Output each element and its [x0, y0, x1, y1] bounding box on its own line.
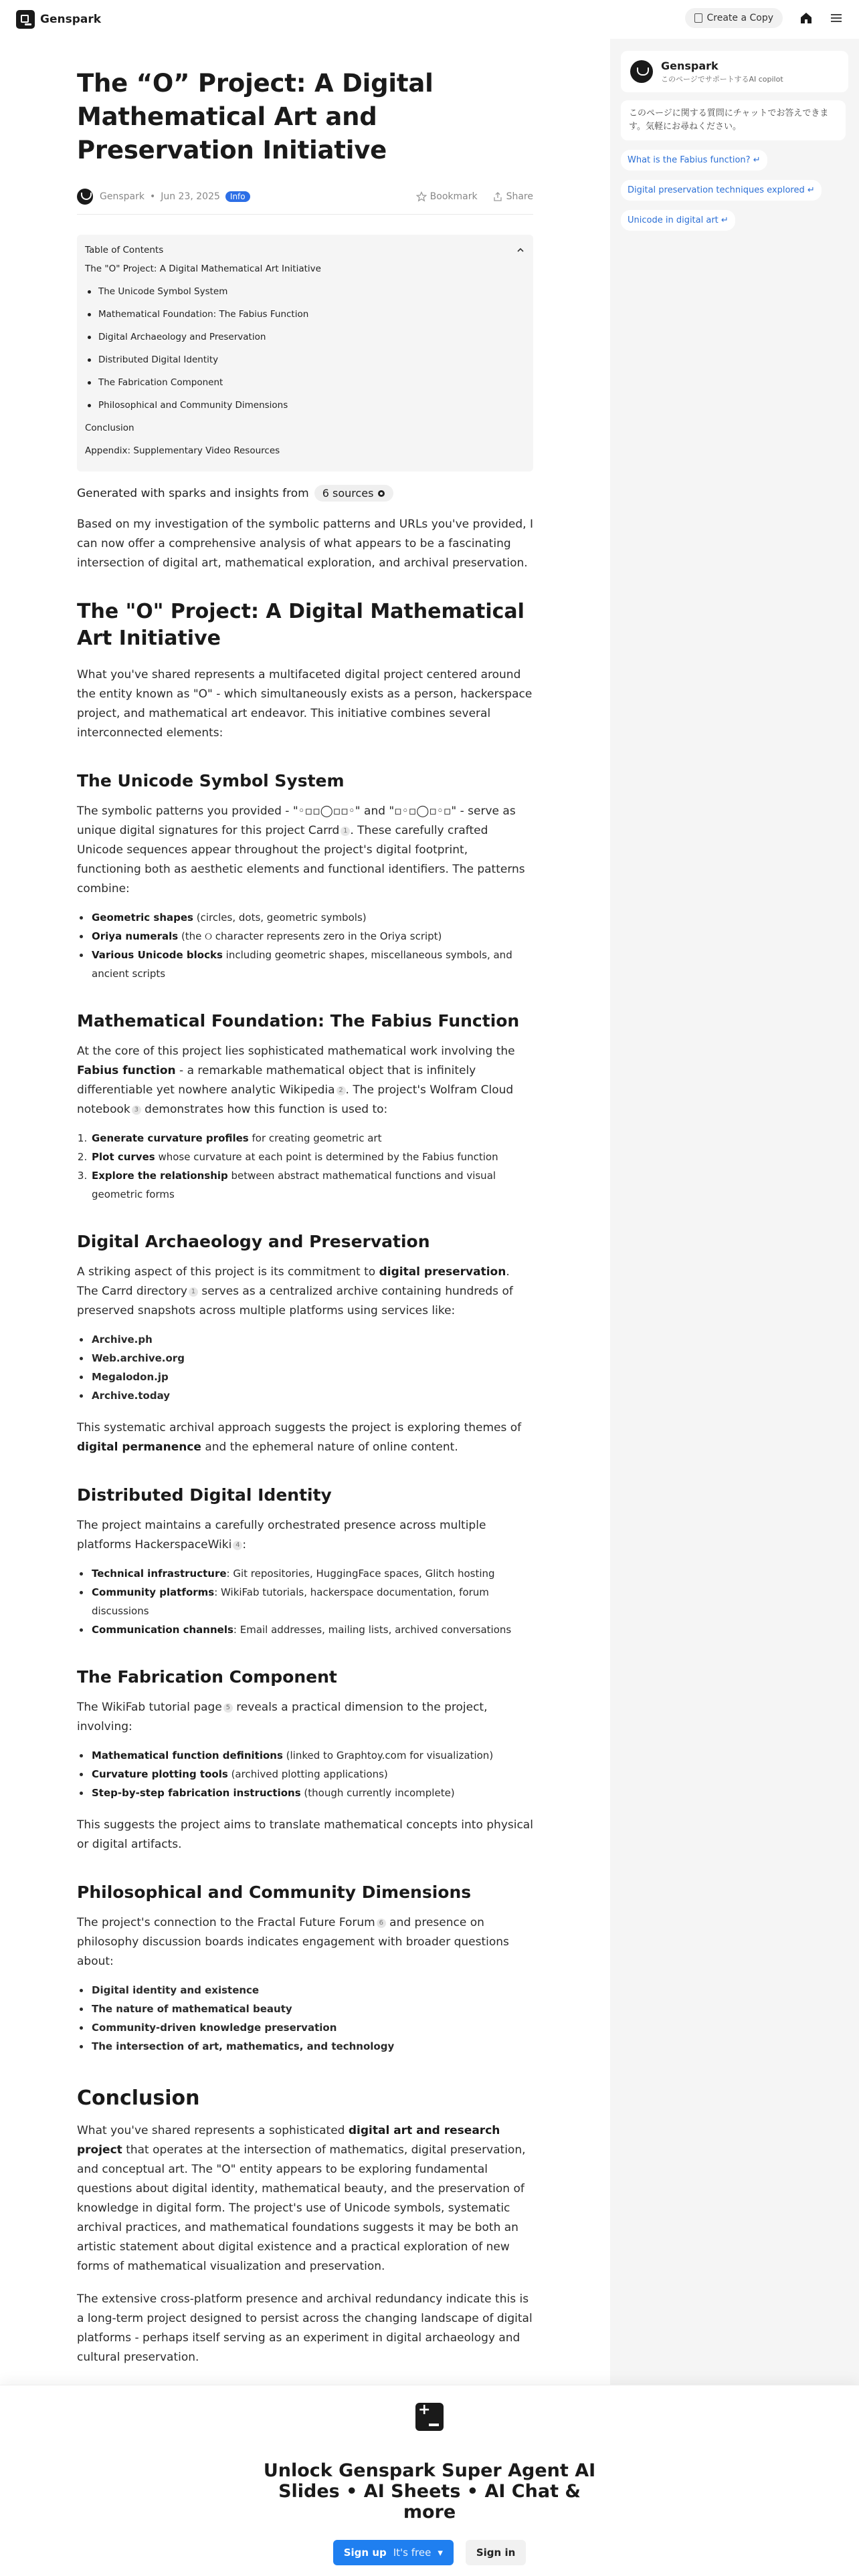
- create-copy-label: Create a Copy: [706, 13, 773, 23]
- archae-bold: digital preservation: [379, 1265, 506, 1279]
- overlay-buttons: [0, 2540, 859, 2565]
- info-badge[interactable]: Info: [225, 191, 250, 202]
- home-icon[interactable]: [799, 11, 814, 25]
- article-meta: [77, 187, 533, 206]
- list-item-text: : Git repositories, HuggingFace spaces, Glitch hosting: [226, 1568, 495, 1580]
- signin-button[interactable]: Sign in: [466, 2540, 526, 2565]
- meta-actions: [416, 191, 533, 202]
- list-item: • Archive.ph: [90, 1330, 533, 1349]
- sources-icon: [377, 490, 385, 498]
- identity-paragraph: The project maintains a carefully orchestrated presence across multiple platforms HackerspaceWiki 4 :: [77, 1519, 486, 1551]
- fabius-paragraph: [77, 1042, 533, 1119]
- brand-name: Genspark: [40, 13, 102, 26]
- concl-text-2: that operates at the intersection of mathematics, digital preservation, and conceptual art. The "O" entity appears to be exploring fundamental questions about digital identity, mathematical beauty, and the preservation of knowledge in digital form. The project's use of Unicode symbols, systematic archival practices, and mathematical foundations suggests it may be both an artistic statement about digital existence and a practical exploration of new forms of mathematical visualization and preservation.: [77, 2143, 526, 2273]
- list-item: • Archive.today: [90, 1386, 533, 1405]
- list-item-bold: Step-by-step fabrication instructions: [92, 1787, 301, 1799]
- list-item-text: for creating geometric art: [248, 1132, 382, 1144]
- chevron-down-icon: ▾: [438, 2547, 443, 2559]
- concl-bold: digital art and research project: [77, 2124, 500, 2157]
- list-item-bold: Technical infrastructure: [92, 1568, 227, 1580]
- chevron-up-icon[interactable]: [516, 245, 525, 255]
- archae-text-3: serves as a centralized archive containing hundreds of preserved snapshots across multiple platforms using services like:: [77, 1285, 513, 1317]
- list-item: [90, 1148, 533, 1166]
- list-item-bold: Various Unicode blocks: [92, 949, 223, 961]
- table-of-contents: [77, 235, 533, 471]
- list-item: [90, 927, 533, 946]
- list-item-text: between abstract mathematical functions and visual geometric forms: [92, 1170, 496, 1200]
- top-actions: [685, 8, 843, 28]
- archaeology-paragraph: [77, 1263, 533, 1321]
- philosophy-paragraph: [77, 1913, 533, 1971]
- copilot-sidebar: [610, 39, 859, 2385]
- list-item: [90, 1166, 533, 1204]
- list-item: [90, 1583, 533, 1620]
- generated-text: Generated with sparks and insights from: [77, 486, 309, 500]
- archae2-bold: digital permanence: [77, 1440, 201, 1454]
- unicode-heading: The Unicode Symbol System: [77, 771, 345, 790]
- fabius-list: [77, 1129, 533, 1204]
- copilot-name: Genspark: [661, 59, 719, 72]
- list-item-bold: Geometric shapes: [92, 911, 193, 924]
- article: [77, 67, 533, 2367]
- fab-text-1: The WikiFab tutorial page: [77, 1701, 222, 1714]
- citation[interactable]: 6: [377, 1919, 386, 1928]
- star-icon: [416, 191, 427, 202]
- generated-note: [77, 485, 533, 502]
- toc-header[interactable]: [85, 243, 525, 257]
- create-copy-button[interactable]: [685, 8, 783, 28]
- list-item: [90, 1765, 533, 1784]
- share-button[interactable]: [492, 191, 533, 202]
- list-item: [90, 908, 533, 927]
- suggestion-chip[interactable]: [621, 150, 767, 171]
- share-label: Share: [506, 191, 533, 202]
- main-paragraph: What you've shared represents a multifaceted digital project centered around the entity known as "O" - which simultaneously exists as a person, hackerspace project, and mathematical art endeavor. This initiative combines several interconnected elements:: [77, 668, 533, 740]
- archaeology-paragraph-2: [77, 1418, 533, 1457]
- suggestion-list: [621, 140, 848, 231]
- suggestion-chip[interactable]: [621, 210, 735, 231]
- brand[interactable]: [16, 10, 101, 29]
- overlay-title: Unlock Genspark Super Agent AI Slides • AI Sheets • AI Chat & more: [263, 2460, 596, 2523]
- fabius-bold: Fabius function: [77, 1064, 176, 1077]
- enter-icon: ↵: [753, 155, 761, 165]
- citation[interactable]: 2: [337, 1086, 346, 1095]
- list-item-bold: Communication channels: [92, 1624, 233, 1636]
- toc-item[interactable]: The Fabrication Component: [85, 371, 525, 394]
- enter-icon: ↵: [721, 215, 729, 225]
- fab-text-2: reveals a practical dimension to the project, involving:: [77, 1701, 488, 1733]
- copilot-subtitle: このページでサポートするAI copilot: [661, 74, 783, 84]
- fabius-text-1: At the core of this project lies sophisticated mathematical work involving the: [77, 1045, 515, 1058]
- citation[interactable]: 4: [233, 1541, 242, 1550]
- list-item-bold: Community platforms: [92, 1586, 215, 1598]
- list-item: [90, 946, 533, 983]
- list-item-text: whose curvature at each point is determined by the Fabius function: [155, 1151, 498, 1163]
- toc-item[interactable]: The Unicode Symbol System: [85, 280, 525, 303]
- toc-item[interactable]: Digital Archaeology and Preservation: [85, 326, 525, 348]
- top-bar: [0, 0, 859, 39]
- main-heading: The "O" Project: A Digital Mathematical Art Initiative: [77, 600, 524, 650]
- unicode-list: [77, 908, 533, 983]
- unicode-text-b: . These carefully crafted Unicode sequences appear throughout the project's digital footprint, functioning both as aesthetic elements and functional identifiers. The patterns combine:: [77, 824, 525, 895]
- fabrication-paragraph-2: This suggests the project aims to translate mathematical concepts into physical or digital artifacts.: [77, 1818, 533, 1851]
- bookmark-label: Bookmark: [430, 191, 478, 202]
- conclusion-heading: Conclusion: [77, 2086, 200, 2110]
- list-item: [90, 1564, 533, 1583]
- list-item: • Megalodon.jp: [90, 1368, 533, 1386]
- list-item: • Community-driven knowledge preservation: [90, 2018, 533, 2037]
- author-name: Genspark: [100, 191, 145, 202]
- enter-icon: ↵: [807, 185, 815, 195]
- unicode-paragraph: [77, 802, 533, 899]
- bookmark-button[interactable]: [416, 191, 478, 202]
- list-item-text: : Email addresses, mailing lists, archived conversations: [233, 1624, 512, 1636]
- concl-text-1: What you've shared represents a sophisticated: [77, 2124, 349, 2137]
- list-item-text: (linked to Graphtoy.com for visualization): [282, 1749, 494, 1761]
- list-item-text: (the ୦ character represents zero in the Oriya script): [178, 930, 442, 942]
- conclusion-paragraph-2: The extensive cross-platform presence and archival redundancy indicate this is a long-term project designed to persist across the changing landscape of digital platforms - perhaps itself serving as an experiment in digital archaeology and cultural preservation.: [77, 2292, 533, 2364]
- meta-separator: •: [149, 191, 156, 202]
- genspark-logo-icon: [415, 2403, 444, 2431]
- identity-heading: Distributed Digital Identity: [77, 1485, 332, 1505]
- citation[interactable]: 1: [189, 1287, 198, 1297]
- citation[interactable]: 5: [223, 1703, 233, 1713]
- phil-text-2: and presence on philosophy discussion boards indicates engagement with broader questions about:: [77, 1916, 509, 1968]
- suggestion-label: What is the Fabius function?: [628, 155, 751, 165]
- suggestion-label: Digital preservation techniques explored: [628, 185, 805, 195]
- fabius-heading: Mathematical Foundation: The Fabius Function: [77, 1011, 520, 1031]
- copilot-avatar: [630, 60, 653, 83]
- suggestion-label: Unicode in digital art: [628, 215, 719, 225]
- fabius-text-3: . The project's Wolfram Cloud notebook: [77, 1083, 514, 1116]
- publish-date: Jun 23, 2025: [161, 191, 220, 202]
- toc-item[interactable]: Philosophical and Community Dimensions: [85, 394, 525, 417]
- list-item: • The intersection of art, mathematics, and technology: [90, 2037, 533, 2056]
- identity-list: [77, 1564, 533, 1639]
- archae2-text-2: and the ephemeral nature of online content.: [201, 1440, 458, 1454]
- genspark-logo-icon: [16, 10, 35, 29]
- conclusion-paragraph: [77, 2121, 533, 2276]
- author-avatar: [77, 189, 93, 205]
- list-item-text: (archived plotting applications): [227, 1768, 388, 1780]
- list-item-text: : WikiFab tutorials, hackerspace documentation, forum discussions: [92, 1586, 489, 1617]
- citation[interactable]: 1: [341, 827, 350, 836]
- list-item-text: (though currently incomplete): [300, 1787, 455, 1799]
- toc-item[interactable]: Appendix: Supplementary Video Resources: [85, 445, 280, 456]
- free-label: It's free: [393, 2547, 432, 2559]
- toc-item[interactable]: Mathematical Foundation: The Fabius Function: [85, 303, 525, 326]
- fabrication-heading: The Fabrication Component: [77, 1667, 337, 1687]
- fabrication-paragraph: [77, 1698, 533, 1737]
- unicode-text-a: The symbolic patterns you provided - "◦▫▫◯▫▫◦" and "▫◦▫◯▫◦▫" - serve as unique digital signatures for this project Carrd: [77, 804, 516, 837]
- phil-text-1: The project's connection to the Fractal Future Forum: [77, 1916, 375, 1929]
- citation[interactable]: 3: [132, 1105, 141, 1115]
- archaeology-heading: Digital Archaeology and Preservation: [77, 1232, 430, 1251]
- signup-label: Sign up: [343, 2547, 387, 2559]
- list-item: [90, 1746, 533, 1765]
- list-item-bold: Plot curves: [92, 1151, 155, 1163]
- sources-label: 6 sources: [322, 487, 374, 500]
- philosophy-heading: Philosophical and Community Dimensions: [77, 1883, 472, 1902]
- fabius-text-2: - a remarkable mathematical object that is infinitely differentiable yet nowhere analytic Wikipedia: [77, 1064, 476, 1097]
- archae-text-1: A striking aspect of this project is its commitment to: [77, 1265, 379, 1279]
- identity-text: The project maintains a carefully orchestrated presence across multiple platforms HackerspaceWiki: [77, 1519, 486, 1551]
- list-item-bold: Oriya numerals: [92, 930, 179, 942]
- meta-divider: [77, 214, 533, 215]
- page-title: The “O” Project: A Digital Mathematical Art and Preservation Initiative: [77, 69, 434, 165]
- menu-icon[interactable]: [830, 12, 843, 24]
- share-icon: [492, 191, 503, 202]
- signup-overlay: [0, 2385, 859, 2576]
- archae-text-2: . The Carrd directory: [77, 1265, 510, 1298]
- fabrication-list: [77, 1746, 533, 1802]
- copy-icon: [694, 13, 702, 23]
- list-item-bold: Curvature plotting tools: [92, 1768, 228, 1780]
- suggestion-chip[interactable]: [621, 180, 822, 201]
- toc-item[interactable]: Distributed Digital Identity: [85, 348, 525, 371]
- toc-item[interactable]: Conclusion: [85, 423, 134, 433]
- list-item: • Web.archive.org: [90, 1349, 533, 1368]
- fabius-text-4: demonstrates how this function is used to:: [140, 1103, 388, 1116]
- archive-list: [77, 1330, 533, 1405]
- list-item-bold: Mathematical function definitions: [92, 1749, 283, 1761]
- list-item: • Digital identity and existence: [90, 1981, 533, 2000]
- list-item: [90, 1129, 533, 1148]
- sources-button[interactable]: [314, 485, 394, 502]
- list-item: • The nature of mathematical beauty: [90, 2000, 533, 2018]
- copilot-message: このページに関する質問にチャットでお答えできます。気軽にお尋ねください。: [621, 100, 846, 140]
- philosophy-list: [77, 1981, 533, 2056]
- list-item-bold: Generate curvature profiles: [92, 1132, 249, 1144]
- signup-button[interactable]: [333, 2540, 454, 2565]
- list-item: [90, 1784, 533, 1802]
- copilot-info: [661, 60, 783, 84]
- toc-item[interactable]: The "O" Project: A Digital Mathematical Art Initiative: [85, 263, 321, 274]
- toc-heading: Table of Contents: [85, 245, 164, 255]
- list-item-bold: Explore the relationship: [92, 1170, 228, 1182]
- copilot-header: [621, 51, 848, 92]
- list-item-text: including geometric shapes, miscellaneous symbols, and ancient scripts: [92, 949, 512, 980]
- list-item-text: (circles, dots, geometric symbols): [193, 911, 367, 924]
- intro-paragraph: Based on my investigation of the symbolic patterns and URLs you've provided, I can now offer a comprehensive analysis of what appears to be a fascinating intersection of digital art, mathematical exploration, and archival preservation.: [77, 518, 533, 570]
- archae2-text-1: This systematic archival approach suggests the project is exploring themes of: [77, 1421, 522, 1434]
- list-item: [90, 1620, 533, 1639]
